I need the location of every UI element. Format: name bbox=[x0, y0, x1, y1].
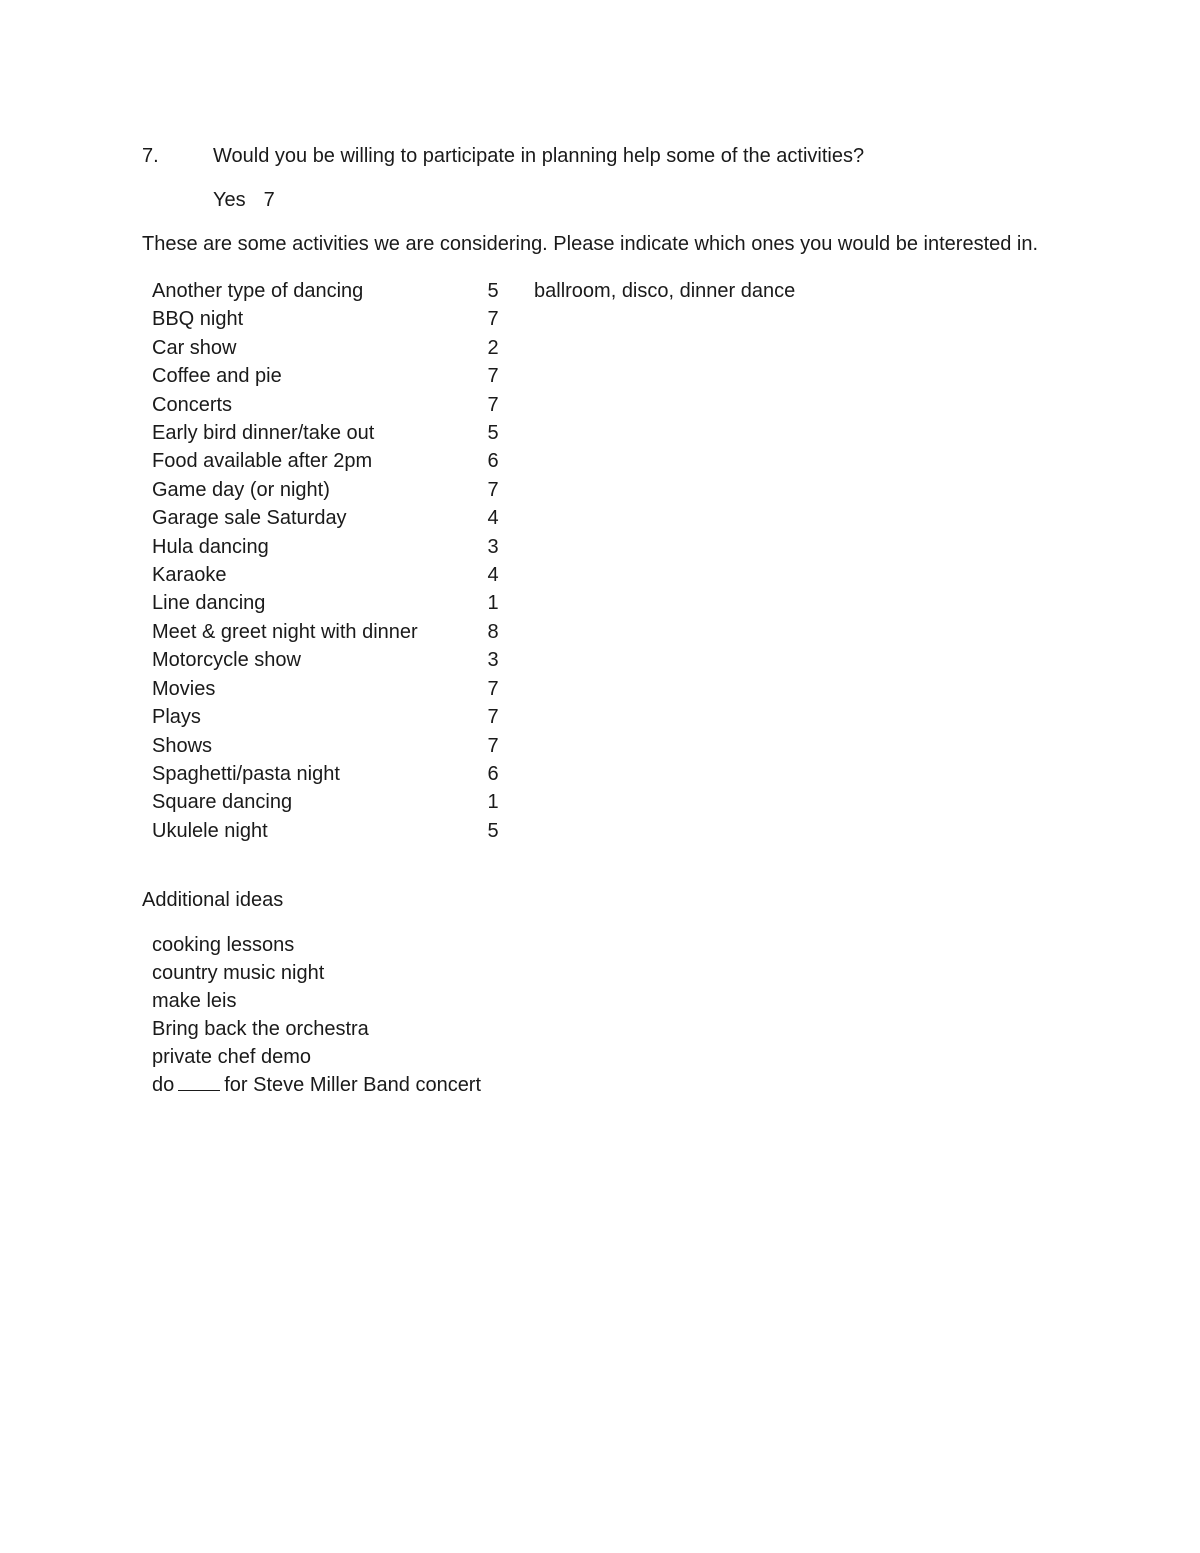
activity-note bbox=[504, 732, 795, 760]
activity-row bbox=[152, 334, 795, 362]
activity-name: Karaoke bbox=[152, 564, 227, 587]
activity-note bbox=[504, 419, 795, 447]
activity-name: Square dancing bbox=[152, 791, 293, 814]
activity-note bbox=[504, 561, 795, 589]
activity-note bbox=[504, 618, 795, 646]
activity-name: BBQ night bbox=[152, 308, 244, 331]
answer-count: 7 bbox=[263, 189, 275, 211]
activities-intro: These are some activities we are considering. Please indicate which ones you would be interested in. bbox=[142, 233, 1039, 255]
activity-note bbox=[504, 362, 795, 390]
idea-item: make leis bbox=[152, 990, 237, 1012]
activity-count: 2 bbox=[487, 336, 499, 359]
activity-name: Spaghetti/pasta night bbox=[152, 762, 340, 785]
activity-note bbox=[504, 788, 795, 816]
activity-count: 6 bbox=[487, 762, 499, 785]
activity-row bbox=[152, 675, 795, 703]
activity-note bbox=[504, 703, 795, 731]
activity-row bbox=[152, 305, 795, 333]
activity-name: Plays bbox=[152, 706, 201, 729]
activity-count: 6 bbox=[487, 450, 499, 473]
activity-row bbox=[152, 618, 795, 646]
question-number: 7. bbox=[142, 145, 159, 167]
activity-count: 7 bbox=[487, 706, 499, 729]
activity-note bbox=[504, 476, 795, 504]
activity-note bbox=[504, 817, 795, 845]
additional-ideas-list bbox=[152, 931, 481, 1099]
activity-count: 4 bbox=[487, 507, 499, 530]
idea-item: private chef demo bbox=[152, 1046, 311, 1068]
activity-row bbox=[152, 362, 795, 390]
activity-row bbox=[152, 561, 795, 589]
activity-row bbox=[152, 533, 795, 561]
activity-name: Line dancing bbox=[152, 592, 266, 615]
additional-ideas-heading: Additional ideas bbox=[142, 889, 284, 911]
idea-text-after: for Steve Miller Band concert bbox=[224, 1074, 482, 1096]
activity-count: 7 bbox=[487, 734, 499, 757]
activity-row bbox=[152, 646, 795, 674]
activity-name: Hula dancing bbox=[152, 535, 269, 558]
activity-note bbox=[504, 334, 795, 362]
activity-count: 7 bbox=[487, 677, 499, 700]
activity-note bbox=[504, 305, 795, 333]
activity-row bbox=[152, 788, 795, 816]
question-text: Would you be willing to participate in planning help some of the activities? bbox=[213, 145, 865, 167]
activity-row bbox=[152, 760, 795, 788]
activity-name: Motorcycle show bbox=[152, 649, 301, 672]
activity-count: 5 bbox=[487, 422, 499, 445]
activity-name: Another type of dancing bbox=[152, 280, 364, 302]
idea-item bbox=[152, 1071, 481, 1099]
activity-name: Ukulele night bbox=[152, 819, 268, 842]
activity-note bbox=[504, 589, 795, 617]
activity-count: 5 bbox=[487, 280, 499, 302]
idea-item: Bring back the orchestra bbox=[152, 1018, 369, 1040]
activity-note bbox=[504, 504, 795, 532]
idea-text-before: do bbox=[152, 1074, 175, 1096]
activities-table bbox=[152, 277, 795, 845]
activity-row bbox=[152, 817, 795, 845]
activity-note bbox=[504, 447, 795, 475]
blank-line bbox=[178, 1072, 220, 1091]
activity-count: 4 bbox=[487, 564, 499, 587]
activity-name: Coffee and pie bbox=[152, 365, 282, 388]
activity-note: ballroom, disco, dinner dance bbox=[534, 280, 796, 302]
activity-name: Meet & greet night with dinner bbox=[152, 620, 418, 643]
activity-row bbox=[152, 732, 795, 760]
question-answer bbox=[213, 188, 275, 212]
activity-name: Car show bbox=[152, 336, 237, 359]
idea-item: cooking lessons bbox=[152, 934, 295, 956]
activity-note bbox=[504, 646, 795, 674]
activity-name: Early bird dinner/take out bbox=[152, 422, 375, 445]
activity-name: Game day (or night) bbox=[152, 478, 330, 501]
idea-item: country music night bbox=[152, 962, 325, 984]
activity-row bbox=[152, 277, 795, 305]
activity-name: Garage sale Saturday bbox=[152, 507, 347, 530]
activity-name: Food available after 2pm bbox=[152, 450, 373, 473]
activity-row bbox=[152, 447, 795, 475]
activity-count: 7 bbox=[487, 308, 499, 331]
activity-name: Movies bbox=[152, 677, 216, 700]
answer-label: Yes bbox=[213, 189, 246, 211]
activity-count: 7 bbox=[487, 393, 499, 416]
activity-name: Concerts bbox=[152, 393, 233, 416]
activity-count: 1 bbox=[487, 592, 499, 615]
activity-row bbox=[152, 703, 795, 731]
activity-count: 7 bbox=[487, 365, 499, 388]
activity-count: 3 bbox=[487, 649, 499, 672]
activity-row bbox=[152, 419, 795, 447]
activity-count: 5 bbox=[487, 819, 499, 842]
activity-row bbox=[152, 476, 795, 504]
activity-count: 7 bbox=[487, 478, 499, 501]
activity-note bbox=[504, 675, 795, 703]
activity-note bbox=[504, 760, 795, 788]
activity-row bbox=[152, 504, 795, 532]
activity-note bbox=[504, 533, 795, 561]
activity-name: Shows bbox=[152, 734, 213, 757]
activity-note bbox=[504, 391, 795, 419]
activity-row bbox=[152, 589, 795, 617]
activity-count: 3 bbox=[487, 535, 499, 558]
activity-count: 8 bbox=[487, 620, 499, 643]
activity-row bbox=[152, 391, 795, 419]
activity-count: 1 bbox=[487, 791, 499, 814]
